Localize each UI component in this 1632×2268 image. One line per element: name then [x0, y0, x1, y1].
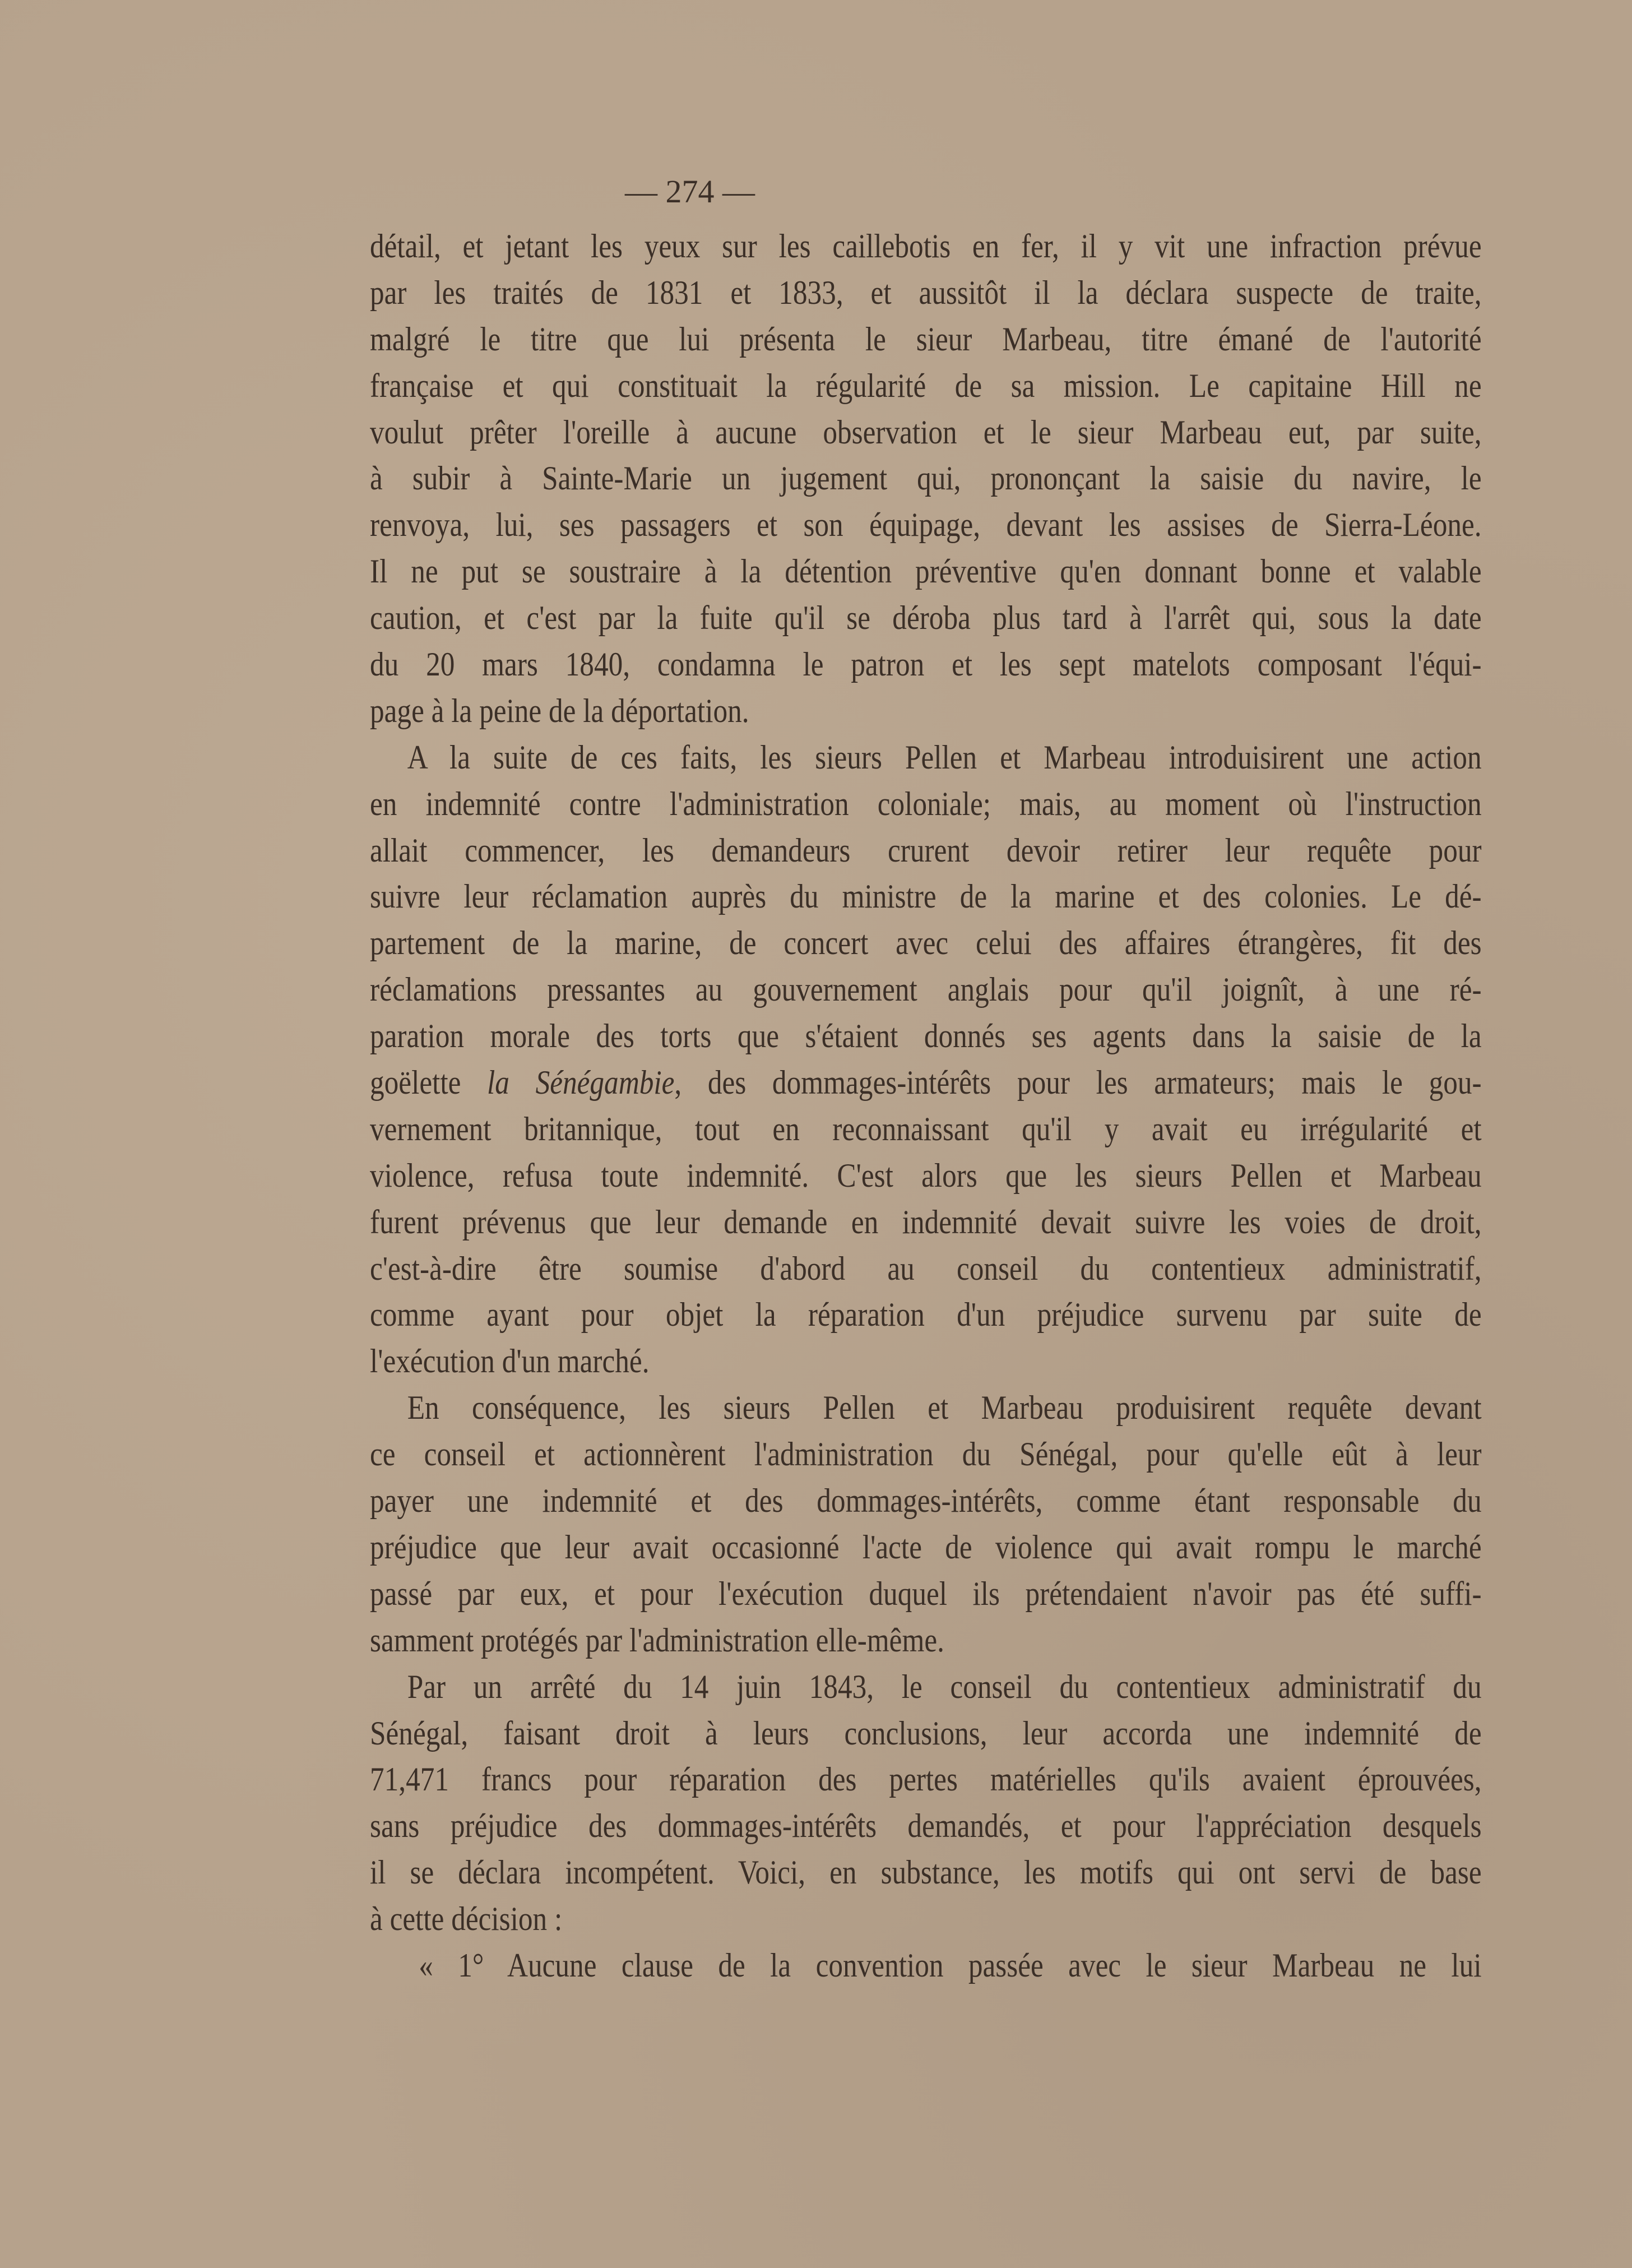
text-line [370, 1338, 1482, 1385]
text-line [370, 1059, 1482, 1106]
text-line [370, 502, 1482, 548]
text-line-content: page à la peine de la déportation. [370, 692, 749, 729]
text-line [370, 1106, 1482, 1152]
body-text [370, 223, 1482, 1989]
text-line [370, 595, 1482, 641]
text-line-content: payer une indemnité et des dommages-intérêts, comme étant responsable du [370, 1482, 1482, 1520]
text-line-content: sans préjudice des dommages-intérêts demandés, et pour l'appréciation desquels [370, 1807, 1482, 1845]
text-line-content: préjudice que leur avait occasionné l'acte de violence qui avait rompu le marché [370, 1528, 1482, 1566]
text-line [370, 920, 1482, 966]
text-line [370, 548, 1482, 595]
text-line [370, 1246, 1482, 1292]
text-line [370, 873, 1482, 920]
text-line [370, 1152, 1482, 1199]
text-line [370, 966, 1482, 1013]
text-line-content: voulut prêter l'oreille à aucune observation et le sieur Marbeau eut, par suite, [370, 413, 1482, 451]
text-line [370, 641, 1482, 688]
text-line-content: ce conseil et actionnèrent l'administration du Sénégal, pour qu'elle eût à leur [370, 1436, 1482, 1473]
text-line [370, 1431, 1482, 1478]
text-line [370, 1292, 1482, 1338]
text-line [370, 734, 1482, 781]
text-line-content: En conséquence, les sieurs Pellen et Marbeau produisirent requête devant [407, 1389, 1482, 1427]
text-line [370, 688, 1482, 734]
text-line [370, 1896, 1482, 1942]
text-line-content: renvoya, lui, ses passagers et son équipage, devant les assises de Sierra-Léone. [370, 506, 1482, 544]
text-line-content: 71,471 francs pour réparation des pertes matérielles qu'ils avaient éprouvées, [370, 1761, 1482, 1798]
text-line [370, 1756, 1482, 1803]
text-line [370, 1942, 1482, 1989]
text-line-content: détail, et jetant les yeux sur les caillebotis en fer, il y vit une infraction prévue [370, 228, 1482, 265]
page-number: — 274 — [625, 173, 755, 210]
text-line-content: allait commencer, les demandeurs crurent devoir retirer leur requête pour [370, 831, 1482, 869]
text-line-content: l'exécution d'un marché. [370, 1343, 650, 1380]
text-line [370, 1803, 1482, 1849]
text-line-content: il se déclara incompétent. Voici, en substance, les motifs qui ont servi de base [370, 1854, 1482, 1891]
text-line-content: en indemnité contre l'administration coloniale; mais, au moment où l'instruction [370, 785, 1482, 822]
text-line [370, 223, 1482, 270]
text-line-content: à cette décision : [370, 1900, 563, 1938]
text-line [370, 1524, 1482, 1571]
text-line [370, 363, 1482, 409]
text-line [370, 455, 1482, 502]
text-line-content: comme ayant pour objet la réparation d'un préjudice survenu par suite de [370, 1296, 1482, 1334]
text-line-content: française et qui constituait la régularité de sa mission. Le capitaine Hill ne [370, 367, 1482, 404]
text-line-content: vernement britannique, tout en reconnaissant qu'il y avait eu irrégularité et [370, 1110, 1482, 1147]
text-line [370, 1664, 1482, 1710]
text-line-content: caution, et c'est par la fuite qu'il se déroba plus tard à l'arrêt qui, sous la date [370, 599, 1482, 637]
text-line [370, 316, 1482, 363]
text-line [370, 270, 1482, 316]
text-line [370, 1849, 1482, 1896]
text-line-content [370, 1059, 1482, 1106]
text-line [370, 409, 1482, 456]
text-line-content: réclamations pressantes au gouvernement anglais pour qu'il joignît, à une ré- [370, 971, 1482, 1008]
text-line [370, 1199, 1482, 1246]
text-line-content: à subir à Sainte-Marie un jugement qui, prononçant la saisie du navire, le [370, 460, 1482, 497]
text-line [370, 1571, 1482, 1617]
text-segment: , des dommages-intérêts pour les armateurs; mais le gou- [674, 1064, 1482, 1101]
text-line-content: passé par eux, et pour l'exécution duquel ils prétendaient n'avoir pas été suffi- [370, 1575, 1482, 1612]
text-line-content: A la suite de ces faits, les sieurs Pellen et Marbeau introduisirent une action [407, 738, 1482, 776]
text-line-content: malgré le titre que lui présenta le sieur Marbeau, titre émané de l'autorité [370, 320, 1482, 358]
text-line-content: c'est-à-dire être soumise d'abord au conseil du contentieux administratif, [370, 1249, 1482, 1287]
text-line [370, 1617, 1482, 1664]
text-line-content: Par un arrêté du 14 juin 1843, le conseil du contentieux administratif du [407, 1668, 1482, 1705]
text-line-content: violence, refusa toute indemnité. C'est alors que les sieurs Pellen et Marbeau [370, 1156, 1482, 1194]
text-line [370, 1478, 1482, 1524]
text-line-content: partement de la marine, de concert avec celui des affaires étrangères, fit des [370, 924, 1482, 962]
text-line-content: paration morale des torts que s'étaient donnés ses agents dans la saisie de la [370, 1017, 1482, 1055]
text-line [370, 1013, 1482, 1059]
text-line-content: par les traités de 1831 et 1833, et aussitôt il la déclara suspecte de traite, [370, 274, 1482, 311]
text-line [370, 781, 1482, 827]
ship-name-italic: la Sénégambie [487, 1064, 675, 1101]
text-line [370, 1710, 1482, 1757]
text-line-content: du 20 mars 1840, condamna le patron et les sept matelots composant l'équi- [370, 646, 1482, 683]
text-line [370, 1385, 1482, 1431]
text-line-content: furent prévenus que leur demande en indemnité devait suivre les voies de droit, [370, 1203, 1482, 1241]
text-line-content: Il ne put se soustraire à la détention préventive qu'en donnant bonne et valable [370, 553, 1482, 590]
text-segment: goëlette [370, 1064, 488, 1101]
text-line-content: « 1° Aucune clause de la convention passée avec le sieur Marbeau ne lui [419, 1946, 1482, 1984]
text-line-content: Sénégal, faisant droit à leurs conclusions, leur accorda une indemnité de [370, 1714, 1482, 1752]
text-line-content: samment protégés par l'administration elle-même. [370, 1621, 944, 1659]
text-line [370, 827, 1482, 874]
text-line-content: suivre leur réclamation auprès du ministre de la marine et des colonies. Le dé- [370, 878, 1482, 915]
